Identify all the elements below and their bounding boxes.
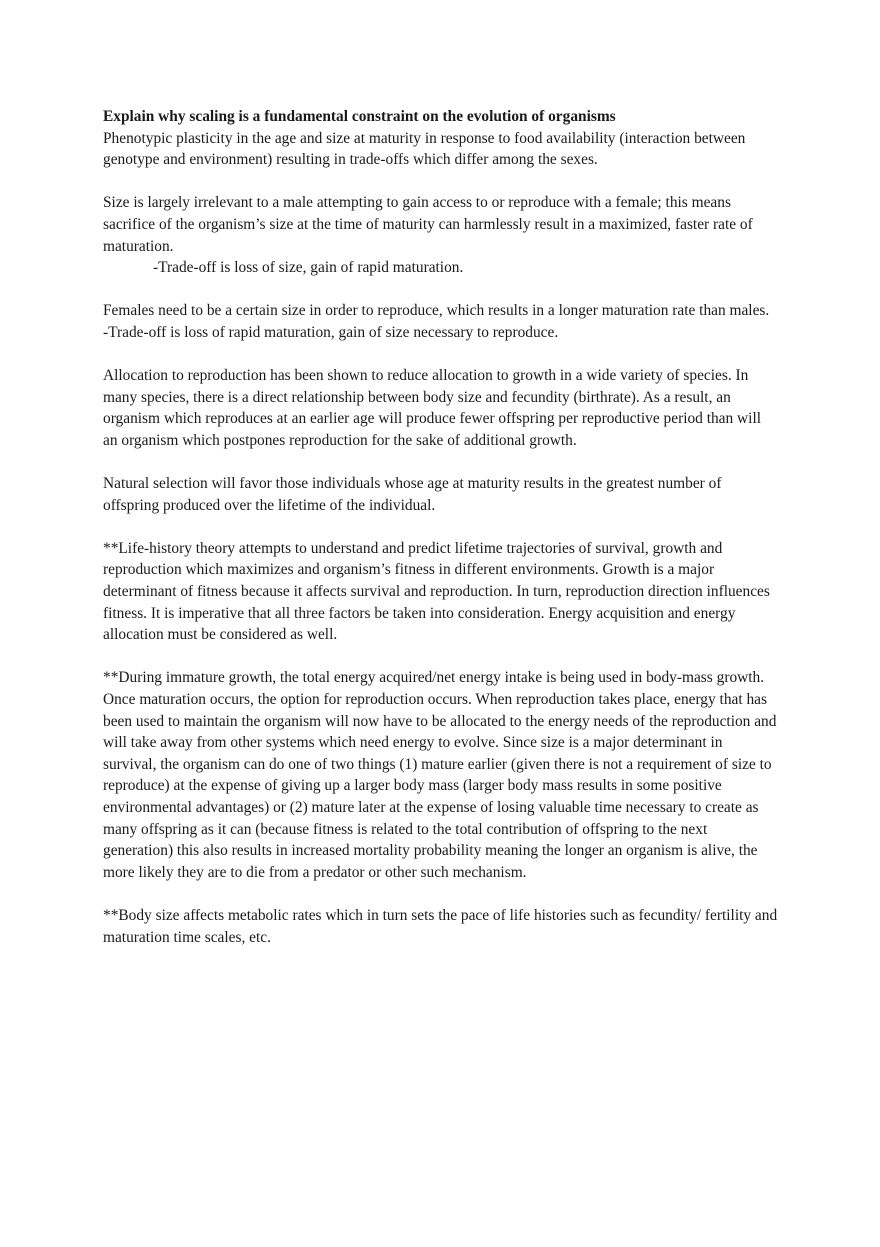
female-paragraph: Females need to be a certain size in order to reproduce, which results in a longer maturation rate than males.	[103, 302, 770, 320]
male-tradeoff: -Trade-off is loss of size, gain of rapid maturation.	[153, 259, 464, 277]
male-section	[103, 192, 779, 278]
male-paragraph: Size is largely irrelevant to a male attempting to gain access to or reproduce with a female; this means sacrifice of the organism’s size at the time of maturity can harmlessly result in a maximized, faster rate of maturation.	[103, 194, 753, 255]
life-history-paragraph: **Life-history theory attempts to understand and predict lifetime trajectories of survival, growth and reproduction which maximizes and organism’s fitness in different environments. Growth is a major determinant of fitness because it affects survival and reproduction. In turn, reproduction direction influences fitness. It is imperative that all three factors be taken into consideration. Energy acquisition and energy allocation must be considered as well.	[103, 539, 770, 644]
document-title: Explain why scaling is a fundamental constraint on the evolution of organisms	[103, 108, 616, 125]
female-section	[103, 300, 779, 343]
growth-paragraph: **During immature growth, the total energy acquired/net energy intake is being used in body-mass growth. Once maturation occurs, the option for reproduction occurs. When reproduction takes place, energy that has been used to maintain the organism will now have to be allocated to the energy needs of the reproduction and will take away from other systems which need energy to evolve. Since size is a major determinant in survival, the organism can do one of two things (1) mature earlier (given there is not a requirement of size to reproduce) at the expense of giving up a larger body mass (larger body mass results in some positive environmental advantages) or (2) mature later at the expense of losing valuable time necessary to create as many offspring as it can (because fitness is related to the total contribution of offspring to the next generation) this also results in increased mortality probability meaning the longer an organism is alive, the more likely they are to die from a predator or other such mechanism.	[103, 669, 777, 881]
metabolic-paragraph: **Body size affects metabolic rates which in turn sets the pace of life histories such as fecundity/ fertility and maturation time scales, etc.	[103, 906, 778, 946]
intro-paragraph: Phenotypic plasticity in the age and size at maturity in response to food availability (interaction between genotype and environment) resulting in trade-offs which differ among the sexes.	[103, 129, 746, 169]
document-page	[103, 106, 779, 970]
female-tradeoff: -Trade-off is loss of rapid maturation, gain of size necessary to reproduce.	[103, 323, 559, 341]
allocation-paragraph: Allocation to reproduction has been shown to reduce allocation to growth in a wide variety of species. In many species, there is a direct relationship between body size and fecundity (birthrate). As a result, an organism which reproduces at an earlier age will produce fewer offspring per reproductive period than will an organism which postpones reproduction for the sake of additional growth.	[103, 367, 761, 449]
selection-paragraph: Natural selection will favor those individuals whose age at maturity results in the greatest number of offspring produced over the lifetime of the individual.	[103, 475, 722, 514]
